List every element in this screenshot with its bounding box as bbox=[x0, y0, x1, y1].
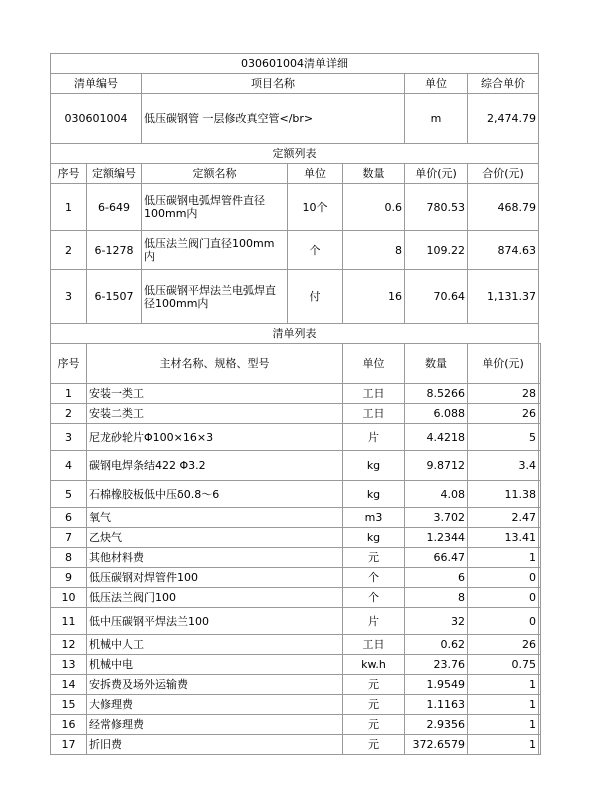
material-name: 安拆费及场外运输费 bbox=[87, 675, 343, 695]
table-title: 030601004清单详细 bbox=[51, 54, 539, 74]
material-price: 1 bbox=[468, 735, 539, 755]
quota-col-code: 定额编号 bbox=[87, 164, 142, 184]
material-total bbox=[539, 608, 541, 635]
quota-col-no: 序号 bbox=[51, 164, 87, 184]
material-row bbox=[51, 588, 541, 608]
quota-col-total: 合价(元) bbox=[468, 164, 539, 184]
material-no: 3 bbox=[51, 424, 87, 451]
quota-qty: 0.6 bbox=[343, 184, 405, 231]
quota-row bbox=[51, 270, 541, 324]
materials-section-row bbox=[51, 324, 541, 344]
material-name: 折旧费 bbox=[87, 735, 343, 755]
quota-name: 低压法兰阀门直径100mm内 bbox=[142, 231, 288, 270]
bill-code-value: 030601004 bbox=[51, 94, 142, 144]
material-total bbox=[539, 588, 541, 608]
material-name: 机械中电 bbox=[87, 655, 343, 675]
quota-no: 2 bbox=[51, 231, 87, 270]
material-total bbox=[539, 508, 541, 528]
material-unit: 个 bbox=[343, 568, 405, 588]
material-name: 石棉橡胶板低中压δ0.8～6 bbox=[87, 481, 343, 508]
material-row bbox=[51, 404, 541, 424]
material-qty: 8 bbox=[405, 588, 468, 608]
quota-section-title: 定额列表 bbox=[51, 144, 539, 164]
quota-qty: 8 bbox=[343, 231, 405, 270]
item-name-header: 项目名称 bbox=[142, 74, 405, 94]
material-unit: 元 bbox=[343, 715, 405, 735]
material-no: 13 bbox=[51, 655, 87, 675]
quota-row bbox=[51, 231, 541, 270]
material-unit: 片 bbox=[343, 424, 405, 451]
material-price: 28 bbox=[468, 384, 539, 404]
material-name: 低压碳钢对焊管件100 bbox=[87, 568, 343, 588]
material-no: 7 bbox=[51, 528, 87, 548]
material-unit: 工日 bbox=[343, 404, 405, 424]
material-no: 14 bbox=[51, 675, 87, 695]
quota-row bbox=[51, 184, 541, 231]
material-price: 1 bbox=[468, 715, 539, 735]
material-qty: 372.6579 bbox=[405, 735, 468, 755]
material-no: 6 bbox=[51, 508, 87, 528]
material-qty: 8.5266 bbox=[405, 384, 468, 404]
material-row bbox=[51, 655, 541, 675]
material-price: 2.47 bbox=[468, 508, 539, 528]
material-row bbox=[51, 735, 541, 755]
material-total bbox=[539, 384, 541, 404]
material-row bbox=[51, 384, 541, 404]
material-no: 8 bbox=[51, 548, 87, 568]
material-row bbox=[51, 424, 541, 451]
quota-unit: 10个 bbox=[288, 184, 343, 231]
material-total bbox=[539, 404, 541, 424]
material-total bbox=[539, 481, 541, 508]
material-name: 经常修理费 bbox=[87, 715, 343, 735]
material-unit: 元 bbox=[343, 548, 405, 568]
material-name: 碳钢电焊条结422 Φ3.2 bbox=[87, 451, 343, 481]
material-name: 乙炔气 bbox=[87, 528, 343, 548]
material-total bbox=[539, 655, 541, 675]
material-col-total bbox=[539, 344, 541, 384]
material-qty: 4.4218 bbox=[405, 424, 468, 451]
material-price: 26 bbox=[468, 404, 539, 424]
material-name: 安装一类工 bbox=[87, 384, 343, 404]
quota-col-qty: 数量 bbox=[343, 164, 405, 184]
material-qty: 1.9549 bbox=[405, 675, 468, 695]
material-no: 2 bbox=[51, 404, 87, 424]
material-row bbox=[51, 675, 541, 695]
header-value-row bbox=[51, 94, 541, 144]
material-unit: 元 bbox=[343, 675, 405, 695]
material-total bbox=[539, 528, 541, 548]
material-name: 机械中人工 bbox=[87, 635, 343, 655]
material-qty: 1.2344 bbox=[405, 528, 468, 548]
material-col-price: 单价(元) bbox=[468, 344, 539, 384]
material-row bbox=[51, 548, 541, 568]
material-price: 11.38 bbox=[468, 481, 539, 508]
quota-name: 低压碳钢电弧焊管件直径100mm内 bbox=[142, 184, 288, 231]
material-total bbox=[539, 695, 541, 715]
material-row bbox=[51, 608, 541, 635]
material-qty: 2.9356 bbox=[405, 715, 468, 735]
unit-price-value: 2,474.79 bbox=[468, 94, 539, 144]
material-qty: 6.088 bbox=[405, 404, 468, 424]
quota-price: 780.53 bbox=[405, 184, 468, 231]
quota-code: 6-1278 bbox=[87, 231, 142, 270]
quota-section-row bbox=[51, 144, 541, 164]
material-name: 其他材料费 bbox=[87, 548, 343, 568]
material-col-name: 主材名称、规格、型号 bbox=[87, 344, 343, 384]
unit-price-header: 综合单价 bbox=[468, 74, 539, 94]
material-name: 尼龙砂轮片Φ100×16×3 bbox=[87, 424, 343, 451]
quota-qty: 16 bbox=[343, 270, 405, 324]
material-price: 0.75 bbox=[468, 655, 539, 675]
material-price: 0 bbox=[468, 588, 539, 608]
material-total bbox=[539, 548, 541, 568]
material-qty: 6 bbox=[405, 568, 468, 588]
quota-price: 70.64 bbox=[405, 270, 468, 324]
material-unit: kg bbox=[343, 451, 405, 481]
material-unit: 元 bbox=[343, 695, 405, 715]
quota-col-unit: 单位 bbox=[288, 164, 343, 184]
material-unit: 工日 bbox=[343, 384, 405, 404]
quota-header-row bbox=[51, 164, 541, 184]
bill-code-header: 清单编号 bbox=[51, 74, 142, 94]
material-row bbox=[51, 481, 541, 508]
quota-unit: 付 bbox=[288, 270, 343, 324]
material-qty: 0.62 bbox=[405, 635, 468, 655]
material-unit: kg bbox=[343, 528, 405, 548]
material-unit: 个 bbox=[343, 588, 405, 608]
material-row bbox=[51, 635, 541, 655]
material-qty: 32 bbox=[405, 608, 468, 635]
material-price: 26 bbox=[468, 635, 539, 655]
quota-col-price: 单价(元) bbox=[405, 164, 468, 184]
material-no: 1 bbox=[51, 384, 87, 404]
quota-col-name: 定额名称 bbox=[142, 164, 288, 184]
material-price: 5 bbox=[468, 424, 539, 451]
material-no: 10 bbox=[51, 588, 87, 608]
material-unit: kw.h bbox=[343, 655, 405, 675]
unit-value: m bbox=[405, 94, 468, 144]
material-no: 5 bbox=[51, 481, 87, 508]
material-row bbox=[51, 528, 541, 548]
material-total bbox=[539, 424, 541, 451]
material-name: 安装二类工 bbox=[87, 404, 343, 424]
material-qty: 66.47 bbox=[405, 548, 468, 568]
material-qty: 23.76 bbox=[405, 655, 468, 675]
material-unit: kg bbox=[343, 481, 405, 508]
material-price: 1 bbox=[468, 695, 539, 715]
material-row bbox=[51, 508, 541, 528]
material-row bbox=[51, 451, 541, 481]
material-total bbox=[539, 451, 541, 481]
material-price: 1 bbox=[468, 675, 539, 695]
material-row bbox=[51, 715, 541, 735]
material-col-no: 序号 bbox=[51, 344, 87, 384]
material-row bbox=[51, 568, 541, 588]
material-total bbox=[539, 715, 541, 735]
material-unit: 工日 bbox=[343, 635, 405, 655]
material-name: 低中压碳钢平焊法兰100 bbox=[87, 608, 343, 635]
quota-total: 1,131.37 bbox=[468, 270, 539, 324]
material-qty: 9.8712 bbox=[405, 451, 468, 481]
material-no: 4 bbox=[51, 451, 87, 481]
material-price: 13.41 bbox=[468, 528, 539, 548]
material-no: 12 bbox=[51, 635, 87, 655]
material-col-qty: 数量 bbox=[405, 344, 468, 384]
quota-name: 低压碳钢平焊法兰电弧焊直径100mm内 bbox=[142, 270, 288, 324]
quota-no: 1 bbox=[51, 184, 87, 231]
material-no: 17 bbox=[51, 735, 87, 755]
quota-price: 109.22 bbox=[405, 231, 468, 270]
materials-section-title: 清单列表 bbox=[51, 324, 539, 344]
item-name-value: 低压碳钢管 一层修改真空管</br> bbox=[142, 94, 405, 144]
materials-header-row bbox=[51, 344, 541, 384]
material-price: 0 bbox=[468, 568, 539, 588]
material-qty: 4.08 bbox=[405, 481, 468, 508]
material-price: 0 bbox=[468, 608, 539, 635]
material-col-unit: 单位 bbox=[343, 344, 405, 384]
quota-total: 874.63 bbox=[468, 231, 539, 270]
quota-unit: 个 bbox=[288, 231, 343, 270]
material-total bbox=[539, 675, 541, 695]
material-name: 低压法兰阀门100 bbox=[87, 588, 343, 608]
material-total bbox=[539, 735, 541, 755]
material-unit: 片 bbox=[343, 608, 405, 635]
material-name: 大修理费 bbox=[87, 695, 343, 715]
bill-detail-table bbox=[50, 53, 541, 755]
material-row bbox=[51, 695, 541, 715]
header-label-row bbox=[51, 74, 541, 94]
quota-code: 6-1507 bbox=[87, 270, 142, 324]
material-qty: 3.702 bbox=[405, 508, 468, 528]
unit-header: 单位 bbox=[405, 74, 468, 94]
material-price: 3.4 bbox=[468, 451, 539, 481]
material-unit: m3 bbox=[343, 508, 405, 528]
quota-no: 3 bbox=[51, 270, 87, 324]
quota-total: 468.79 bbox=[468, 184, 539, 231]
material-total bbox=[539, 635, 541, 655]
material-no: 15 bbox=[51, 695, 87, 715]
material-name: 氧气 bbox=[87, 508, 343, 528]
material-qty: 1.1163 bbox=[405, 695, 468, 715]
material-unit: 元 bbox=[343, 735, 405, 755]
quota-code: 6-649 bbox=[87, 184, 142, 231]
material-no: 9 bbox=[51, 568, 87, 588]
material-price: 1 bbox=[468, 548, 539, 568]
title-row bbox=[51, 54, 541, 74]
material-no: 16 bbox=[51, 715, 87, 735]
material-total bbox=[539, 568, 541, 588]
material-no: 11 bbox=[51, 608, 87, 635]
